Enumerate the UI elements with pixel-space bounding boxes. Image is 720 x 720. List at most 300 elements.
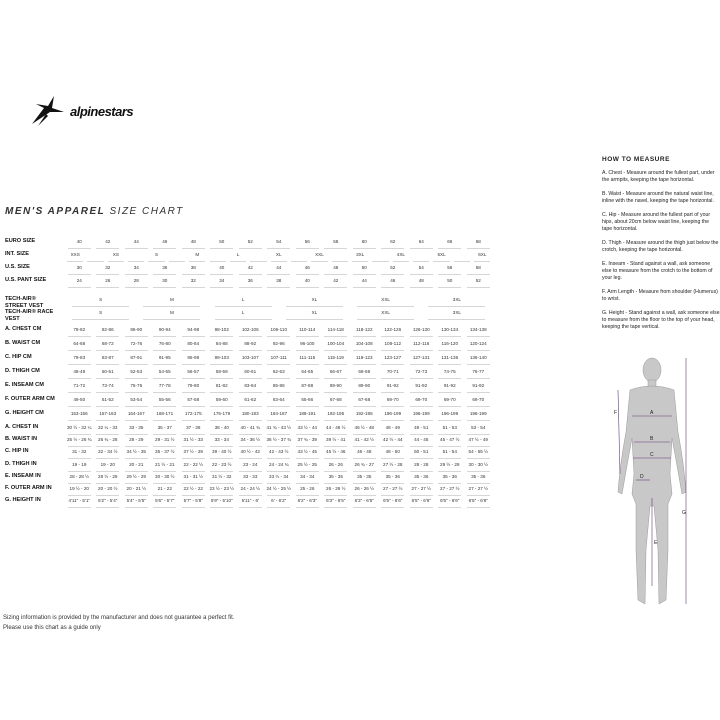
cell-underline	[153, 287, 176, 288]
cell-underline	[210, 336, 233, 337]
row-cell: 196-199	[412, 411, 430, 416]
row-cell: 44	[361, 278, 367, 283]
how-to-measure-heading: HOW TO MEASURE	[602, 156, 670, 163]
cell-underline	[239, 471, 262, 472]
cell-underline	[96, 434, 119, 435]
row-cell: 91-92	[386, 383, 399, 388]
row-cell: 103-107	[241, 355, 259, 360]
row-cell: 27 - 27 ½	[383, 486, 403, 491]
row-cell: 52	[475, 278, 481, 283]
row-cell: 23 ½ - 23 ½	[209, 486, 235, 491]
cell-underline	[410, 406, 433, 407]
row-cell: 34	[133, 265, 139, 270]
cell-underline	[381, 392, 404, 393]
row-cell: XXL	[381, 297, 390, 302]
cell-underline	[96, 378, 119, 379]
row-cell: 76-80	[158, 341, 171, 346]
cell-underline	[353, 483, 376, 484]
cell-underline	[239, 392, 262, 393]
cell-underline	[467, 420, 490, 421]
row-cell: 26 - 26	[328, 461, 343, 467]
row-cell: 52	[247, 239, 253, 244]
row-cell: 35 - 36	[414, 473, 429, 479]
cell-underline	[296, 336, 319, 337]
cell-underline	[96, 336, 119, 337]
cell-underline	[438, 458, 461, 459]
row-cell: 28 ½ - 29	[98, 473, 118, 479]
row-cell: 106-110	[270, 327, 288, 332]
row-cell: 98-102	[214, 327, 229, 332]
row-cell: 48 - 49	[385, 425, 400, 430]
row-cell: 21 - 22	[157, 486, 172, 491]
cell-underline	[433, 261, 449, 262]
row-cell: 68-72	[101, 341, 114, 346]
cell-underline	[267, 392, 290, 393]
body-measurement-figure	[612, 354, 690, 610]
row-cell: 34	[219, 278, 225, 283]
row-cell: XL	[311, 310, 318, 315]
row-cell: 108-112	[384, 341, 402, 346]
cell-underline	[96, 350, 119, 351]
cell-underline	[267, 420, 290, 421]
row-cell: 69-70	[415, 397, 428, 402]
cell-underline	[239, 420, 262, 421]
row-cell: 30 ½ - 32 ¼	[66, 425, 92, 430]
cell-underline	[467, 350, 490, 351]
cell-underline	[353, 446, 376, 447]
cell-underline	[296, 406, 319, 407]
cell-underline	[125, 434, 148, 435]
measure-item-chest: A. Chest - Measure around the fullest part, under the armpits, keeping the tape horizontal.	[602, 170, 715, 183]
size-row	[5, 251, 575, 264]
cell-underline	[153, 446, 176, 447]
cell-underline	[353, 336, 376, 337]
row-cell: 112-116	[413, 341, 430, 346]
cell-underline	[239, 458, 262, 459]
row-cell: 4'11" - 5'1"	[68, 498, 91, 504]
cell-underline	[153, 420, 176, 421]
row-cell: 33 ½ - 34	[269, 473, 289, 479]
row-cell: L	[241, 310, 245, 315]
cell-underline	[267, 378, 290, 379]
cell-underline	[438, 471, 461, 472]
row-cell: 57-58	[187, 397, 200, 402]
row-cell: 28 - 28 ½	[69, 473, 89, 479]
cell-underline	[96, 471, 119, 472]
cell-underline	[410, 274, 433, 275]
row-cell: 58-59	[215, 369, 228, 374]
cell-underline	[324, 274, 347, 275]
row-cell: 44 - 46 ½	[326, 425, 346, 430]
row-cell: 23 - 24	[243, 461, 258, 467]
cell-underline	[143, 319, 200, 320]
row-cell: XL	[275, 252, 282, 257]
row-cell: 99-103	[214, 355, 229, 360]
cell-underline	[296, 483, 319, 484]
row-cell: L	[241, 297, 245, 302]
row-cell: 81-82	[215, 383, 228, 388]
cell-underline	[286, 319, 343, 320]
cell-underline	[467, 274, 490, 275]
row-cell: 29 - 31 ½	[155, 437, 175, 443]
row-cell: XXL	[315, 252, 324, 257]
row-cell: 120-124	[469, 341, 487, 346]
cell-underline	[353, 378, 376, 379]
cell-underline	[239, 336, 262, 337]
cell-underline	[125, 483, 148, 484]
row-cell: 49-50	[73, 397, 86, 402]
row-cell: 39 ½ - 41	[326, 437, 346, 443]
cell-underline	[324, 336, 347, 337]
row-cell: 136-140	[469, 355, 487, 360]
row-cell: 6'3" - 6'5"	[354, 498, 374, 504]
cell-underline	[467, 507, 490, 508]
cell-underline	[381, 458, 404, 459]
cell-underline	[467, 446, 490, 447]
cell-underline	[68, 274, 91, 275]
cell-underline	[68, 458, 91, 459]
cell-underline	[153, 274, 176, 275]
cell-underline	[128, 261, 144, 262]
cell-underline	[438, 350, 461, 351]
cell-underline	[267, 287, 290, 288]
alpinestars-logo	[30, 94, 150, 128]
row-cell: 28 - 28	[414, 461, 429, 467]
cell-underline	[153, 483, 176, 484]
row-label: D. THIGH IN	[5, 460, 37, 467]
row-cell: 196-199	[384, 411, 402, 416]
row-cell: 46	[304, 265, 310, 270]
row-cell: S	[155, 252, 159, 257]
cell-underline	[210, 378, 233, 379]
row-cell: M	[169, 297, 174, 302]
cell-underline	[68, 336, 91, 337]
row-cell: 37 ½ - 39	[183, 449, 203, 455]
cell-underline	[353, 364, 376, 365]
row-label: INT. SIZE	[5, 251, 29, 257]
row-cell: 37 ¾ - 39	[297, 437, 317, 443]
cell-underline	[428, 319, 485, 320]
cell-underline	[454, 261, 470, 262]
cell-underline	[324, 378, 347, 379]
cell-underline	[296, 392, 319, 393]
cell-underline	[372, 261, 388, 262]
row-cell: 29 ½ - 29	[440, 461, 460, 467]
row-cell: 58	[333, 239, 339, 244]
cell-underline	[153, 248, 176, 249]
cell-underline	[108, 261, 124, 262]
cell-underline	[267, 434, 290, 435]
cell-underline	[125, 274, 148, 275]
cell-underline	[68, 446, 91, 447]
cell-underline	[68, 287, 91, 288]
row-cell: 54	[418, 265, 424, 270]
row-cell: 95-99	[187, 355, 200, 360]
cell-underline	[210, 392, 233, 393]
cell-underline	[125, 458, 148, 459]
cell-underline	[210, 406, 233, 407]
row-cell: 52	[390, 265, 396, 270]
cell-underline	[182, 406, 205, 407]
cell-underline	[381, 495, 404, 496]
cell-underline	[239, 446, 262, 447]
cell-underline	[182, 350, 205, 351]
row-label: U.S. PANT SIZE	[5, 277, 47, 283]
cell-underline	[467, 434, 490, 435]
cell-underline	[296, 274, 319, 275]
row-cell: 107-111	[270, 355, 287, 360]
row-cell: 63-64	[272, 397, 285, 402]
cell-underline	[324, 364, 347, 365]
row-label: F. OUTER ARM IN	[5, 485, 52, 491]
row-cell: 64	[418, 239, 424, 244]
row-cell: 40 - 41 ¾	[240, 425, 260, 430]
cell-underline	[353, 350, 376, 351]
brand-name: alpinestars	[70, 104, 134, 119]
cell-underline	[357, 306, 414, 307]
cell-underline	[68, 364, 91, 365]
row-cell: 115-119	[327, 355, 344, 360]
cell-underline	[296, 287, 319, 288]
row-label: B. WAIST IN	[5, 436, 38, 443]
cell-underline	[353, 471, 376, 472]
cell-underline	[353, 420, 376, 421]
row-cell: 22 - 23 ½	[212, 461, 232, 467]
row-cell: 6'5" - 6'6"	[383, 498, 403, 504]
cell-underline	[296, 364, 319, 365]
cell-underline	[210, 495, 233, 496]
cell-underline	[239, 364, 262, 365]
cell-underline	[438, 392, 461, 393]
row-cell: 90-94	[158, 327, 171, 332]
row-cell: 40	[76, 239, 82, 244]
cell-underline	[393, 261, 409, 262]
row-cell: 65-66	[301, 397, 314, 402]
cell-underline	[324, 483, 347, 484]
row-cell: 42 - 43 ½	[269, 449, 289, 455]
row-cell: 28	[133, 278, 139, 283]
cell-underline	[169, 261, 185, 262]
row-cell: L	[236, 252, 240, 257]
cell-underline	[125, 507, 148, 508]
cell-underline	[125, 392, 148, 393]
row-cell: 38	[276, 278, 282, 283]
row-cell: 83-87	[101, 355, 114, 360]
row-cell: 66	[447, 239, 453, 244]
row-cell: 91-92	[415, 383, 428, 388]
size-row	[5, 485, 575, 498]
cell-underline	[182, 420, 205, 421]
row-cell: 26 - 26 ½	[354, 486, 374, 491]
row-cell: 64-65	[301, 369, 314, 374]
row-cell: 87-88	[301, 383, 314, 388]
cell-underline	[381, 406, 404, 407]
cell-underline	[438, 248, 461, 249]
row-cell: 20 - 20 ½	[98, 486, 118, 491]
row-cell: 50	[361, 265, 367, 270]
cell-underline	[210, 420, 233, 421]
row-cell: 41 ¾ - 43 ½	[266, 425, 292, 430]
cell-underline	[467, 336, 490, 337]
cell-underline	[96, 446, 119, 447]
measure-item-inseam: E. Inseam - Stand against a wall, ask someone else to measure from the crotch to the bottom of your leg.	[602, 261, 713, 281]
row-cell: 35 - 36	[471, 473, 486, 479]
cell-underline	[72, 306, 129, 307]
cell-underline	[474, 261, 490, 262]
row-label: C. HIP CM	[5, 354, 32, 360]
cell-underline	[153, 458, 176, 459]
row-label: E. INSEAM CM	[5, 382, 44, 388]
row-cell: M	[169, 310, 174, 315]
row-cell: 24 - 24 ½	[240, 486, 260, 491]
cell-underline	[250, 261, 266, 262]
cell-underline	[239, 350, 262, 351]
row-cell: 6' - 6'2"	[271, 498, 287, 504]
row-cell: 50	[447, 278, 453, 283]
cell-underline	[438, 495, 461, 496]
row-cell: 5'7" - 5'8"	[183, 498, 203, 504]
cell-underline	[296, 434, 319, 435]
row-cell: 36	[247, 278, 253, 283]
cell-underline	[210, 364, 233, 365]
size-row	[5, 238, 575, 251]
size-row	[5, 436, 575, 449]
cell-underline	[410, 420, 433, 421]
row-cell: 89-90	[358, 383, 371, 388]
cell-underline	[182, 507, 205, 508]
cell-underline	[467, 495, 490, 496]
cell-underline	[381, 350, 404, 351]
cell-underline	[239, 483, 262, 484]
title-bold: MEN'S APPAREL	[5, 206, 106, 217]
row-cell: 39 - 40 ½	[212, 449, 232, 455]
row-cell: 54 - 55 ½	[468, 449, 488, 455]
cell-underline	[410, 350, 433, 351]
row-cell: 24 - 24 ¾	[269, 461, 289, 467]
cell-underline	[353, 274, 376, 275]
row-cell: 35 - 37	[157, 425, 172, 430]
row-cell: 25 - 26	[300, 486, 315, 491]
cell-underline	[324, 350, 347, 351]
cell-underline	[210, 287, 233, 288]
row-cell: 5'11" - 6'	[241, 498, 259, 504]
size-row	[5, 277, 575, 290]
cell-underline	[182, 392, 205, 393]
cell-underline	[210, 350, 233, 351]
row-cell: 77-78	[158, 383, 171, 388]
row-cell: 48	[190, 239, 196, 244]
figure-label-a: A	[650, 410, 654, 416]
cell-underline	[271, 261, 287, 262]
row-label: U.S. SIZE	[5, 264, 30, 270]
cell-underline	[267, 495, 290, 496]
row-label: A. CHEST IN	[5, 424, 39, 430]
row-label: TECH-AIR® RACE VEST	[5, 309, 54, 322]
cell-underline	[153, 392, 176, 393]
row-cell: 55-56	[158, 397, 171, 402]
cell-underline	[68, 483, 91, 484]
cell-underline	[239, 406, 262, 407]
row-cell: 34 ½ - 35	[126, 449, 146, 455]
cell-underline	[467, 483, 490, 484]
cell-underline	[182, 364, 205, 365]
row-cell: 5'2" - 5'4"	[98, 498, 118, 504]
footer-line-1: Sizing information is provided by the manufacturer and does not guarantee a perfect fit.	[3, 615, 235, 621]
cell-underline	[324, 392, 347, 393]
row-cell: 118-122	[355, 327, 373, 332]
size-row	[5, 309, 575, 322]
row-cell: 3XL	[452, 297, 461, 302]
row-cell: 34 - 34	[300, 473, 315, 479]
row-label: G. HEIGHT CM	[5, 410, 44, 416]
row-cell: 157-163	[99, 411, 117, 416]
cell-underline	[68, 434, 91, 435]
cell-underline	[125, 350, 148, 351]
row-cell: 33 - 33	[243, 473, 258, 479]
row-label: G. HEIGHT IN	[5, 497, 41, 504]
row-cell: 79-80	[187, 383, 200, 388]
cell-underline	[381, 471, 404, 472]
figure-label-d: D	[640, 474, 644, 480]
row-cell: 25 ½ - 25	[297, 461, 317, 467]
cell-underline	[125, 471, 148, 472]
row-cell: 49 - 51	[414, 425, 429, 430]
cell-underline	[125, 287, 148, 288]
cell-underline	[311, 261, 327, 262]
row-cell: 38 - 40	[214, 425, 229, 430]
cell-underline	[230, 261, 246, 262]
row-cell: 69-70	[472, 397, 485, 402]
cell-underline	[210, 458, 233, 459]
cell-underline	[438, 483, 461, 484]
cell-underline	[410, 471, 433, 472]
cell-underline	[153, 471, 176, 472]
row-cell: 59-60	[215, 397, 228, 402]
row-cell: 43 ½ - 44	[297, 425, 317, 430]
size-row	[5, 368, 575, 381]
row-cell: 85-86	[272, 383, 285, 388]
cell-underline	[467, 287, 490, 288]
row-cell: 36	[162, 265, 168, 270]
figure-label-b: B	[650, 436, 654, 442]
row-cell: 6'5" - 6'6"	[440, 498, 460, 504]
figure-label-f: F	[614, 410, 618, 416]
row-cell: 34 - 36 ½	[240, 437, 260, 443]
row-cell: 54	[276, 239, 282, 244]
row-label: TECH-AIR® STREET VEST	[5, 296, 44, 309]
figure-label-g: G	[682, 510, 686, 516]
cell-underline	[438, 336, 461, 337]
footer-line-2: Please use this chart as a guide only	[3, 624, 101, 631]
cell-underline	[96, 248, 119, 249]
cell-underline	[410, 392, 433, 393]
cell-underline	[125, 446, 148, 447]
row-cell: 102-106	[241, 327, 259, 332]
row-cell: 84-88	[215, 341, 228, 346]
cell-underline	[296, 350, 319, 351]
cell-underline	[267, 248, 290, 249]
cell-underline	[267, 483, 290, 484]
cell-underline	[410, 434, 433, 435]
row-cell: 46	[162, 239, 168, 244]
cell-underline	[87, 261, 103, 262]
row-cell: 19 ½ - 20	[69, 486, 89, 491]
cell-underline	[239, 495, 262, 496]
cell-underline	[96, 364, 119, 365]
cell-underline	[125, 495, 148, 496]
cell-underline	[125, 248, 148, 249]
row-cell: 32 ¼ - 33	[98, 425, 118, 430]
